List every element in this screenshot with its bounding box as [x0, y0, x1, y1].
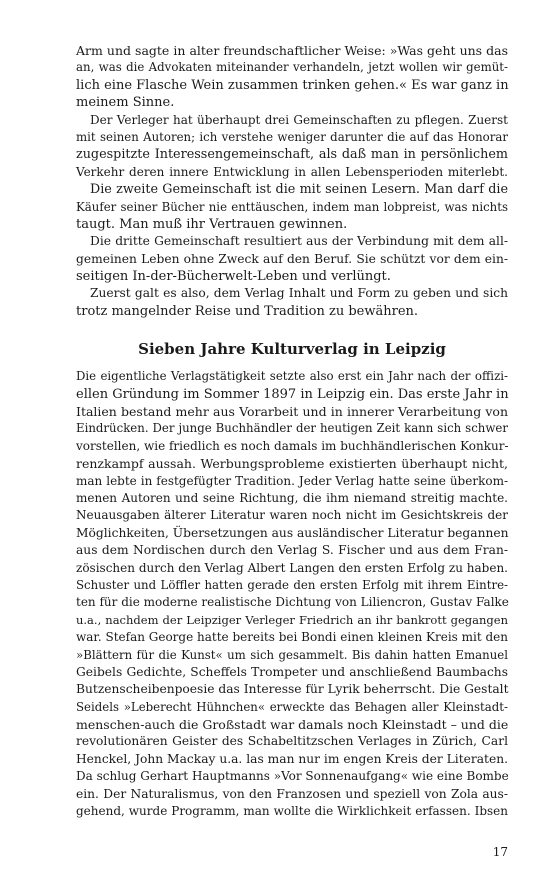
text-line: ten für die moderne realistische Dichtung von Liliencron, Gustav Falke	[76, 595, 509, 610]
text-line: Seidels »Leberecht Hühnchen« erweckte das Behagen aller Kleinstadt-	[76, 699, 508, 714]
text-line: Butzenscheibenpoesie das Interesse für Lyrik beherrscht. Die Gestalt	[76, 682, 509, 697]
text-line: menschen-auch die Großstadt war damals noch Kleinstadt – und die	[76, 717, 509, 733]
text-line: renzkampf aussah. Werbungsprobleme existierten überhaupt nicht,	[76, 456, 508, 472]
text-line: taugt. Man muß ihr Vertrauen gewinnen.	[76, 216, 348, 232]
text-line: Italien bestand mehr aus Vorarbeit und in innerer Verarbeitung von	[76, 404, 508, 420]
book-page	[76, 42, 508, 820]
intro-paragraphs	[76, 42, 508, 320]
text-line: gemeinen Leben ohne Zweck auf den Beruf. Sie schützt vor dem ein-	[76, 251, 508, 266]
page-number: 17	[492, 845, 508, 859]
text-line: seitigen In-der-Bücherwelt-Leben und verlüngt.	[76, 269, 391, 285]
text-line: Da schlug Gerhart Hauptmanns »Vor Sonnenaufgang« wie eine Bombe	[76, 769, 509, 784]
text-line: mit seinen Autoren; ich verstehe weniger darunter die auf das Honorar	[76, 129, 508, 144]
text-line: aus dem Nordischen durch den Verlag S. Fischer und aus dem Fran-	[76, 543, 508, 558]
text-line: gehend, wurde Programm, man wollte die Wirklichkeit erfassen. Ibsen	[76, 804, 508, 819]
text-line: Die dritte Gemeinschaft resultiert aus der Verbindung mit dem all-	[90, 234, 508, 249]
text-line: Der Verleger hat überhaupt drei Gemeinschaften zu pflegen. Zuerst	[90, 112, 508, 127]
text-line: u.a., nachdem der Leipziger Verleger Friedrich an ihr bankrott gegangen	[76, 612, 508, 627]
text-line: Geibels Gedichte, Scheffels Trompeter und anschließend Baumbachs	[76, 664, 508, 679]
text-line: ein. Der Naturalismus, von den Franzosen und speziell von Zola aus-	[76, 786, 508, 801]
text-line: Henckel, John Mackay u.a. las man nur im engen Kreis der Literaten.	[76, 751, 508, 766]
text-line: Möglichkeiten, Übersetzungen aus ausländischer Literatur begannen	[76, 525, 509, 540]
text-line: Schuster und Löffler hatten gerade den ersten Erfolg mit ihrem Eintre-	[76, 577, 508, 592]
text-line: trotz mangelnder Reise und Tradition zu bewähren.	[76, 303, 419, 319]
text-line: Die zweite Gemeinschaft ist die mit seinen Lesern. Man darf die	[90, 182, 508, 198]
text-line: vorstellen, wie friedlich es noch damals im buchhändlerischen Konkur-	[76, 438, 509, 453]
text-line: an, was die Advokaten miteinander verhandeln, jetzt wollen wir gemüt-	[76, 60, 508, 75]
text-line: Verkehr deren innere Entwicklung in allen Lebensperioden miterlebt.	[76, 164, 508, 179]
text-line: zugespitzte Interessengemeinschaft, als daß man in persönlichem	[76, 147, 508, 163]
chapter-heading: Sieben Jahre Kulturverlag in Leipzig	[138, 340, 446, 359]
text-line: menen Autoren und seine Richtung, die ihm niemand streitig machte.	[76, 490, 508, 505]
text-line: revolutionären Geister des Schabeltitzschen Verlages in Zürich, Carl	[76, 734, 508, 749]
text-line: »Blättern für die Kunst« um sich gesammelt. Bis dahin hatten Emanuel	[76, 647, 508, 662]
text-line: Die eigentliche Verlagstätigkeit setzte also erst ein Jahr nach der offizi-	[76, 369, 508, 384]
text-line: Arm und sagte in alter freundschaftlicher Weise: »Was geht uns das	[76, 43, 508, 58]
text-line: Eindrücken. Der junge Buchhändler der heutigen Zeit kann sich schwer	[76, 421, 508, 436]
text-line: meinem Sinne.	[76, 95, 175, 111]
text-line: Neuausgaben älterer Literatur waren noch nicht im Gesichtskreis der	[76, 508, 508, 523]
chapter-body	[76, 368, 508, 820]
text-line: lich eine Flasche Wein zusammen trinken gehen.« Es war ganz in	[76, 77, 509, 93]
text-line: war. Stefan George hatte bereits bei Bondi einen kleinen Kreis mit den	[76, 630, 508, 645]
text-line: man lebte in festgefügter Tradition. Jeder Verlag hatte seine überkom-	[76, 473, 508, 488]
text-line: Zuerst galt es also, dem Verlag Inhalt und Form zu geben und sich	[90, 286, 508, 301]
text-line: Käufer seiner Bücher nie enttäuschen, indem man lobpreist, was nichts	[76, 199, 508, 214]
text-line: zösischen durch den Verlag Albert Langen den ersten Erfolg zu haben.	[76, 560, 508, 575]
text-line: ellen Gründung im Sommer 1897 in Leipzig ein. Das erste Jahr in	[76, 386, 509, 402]
